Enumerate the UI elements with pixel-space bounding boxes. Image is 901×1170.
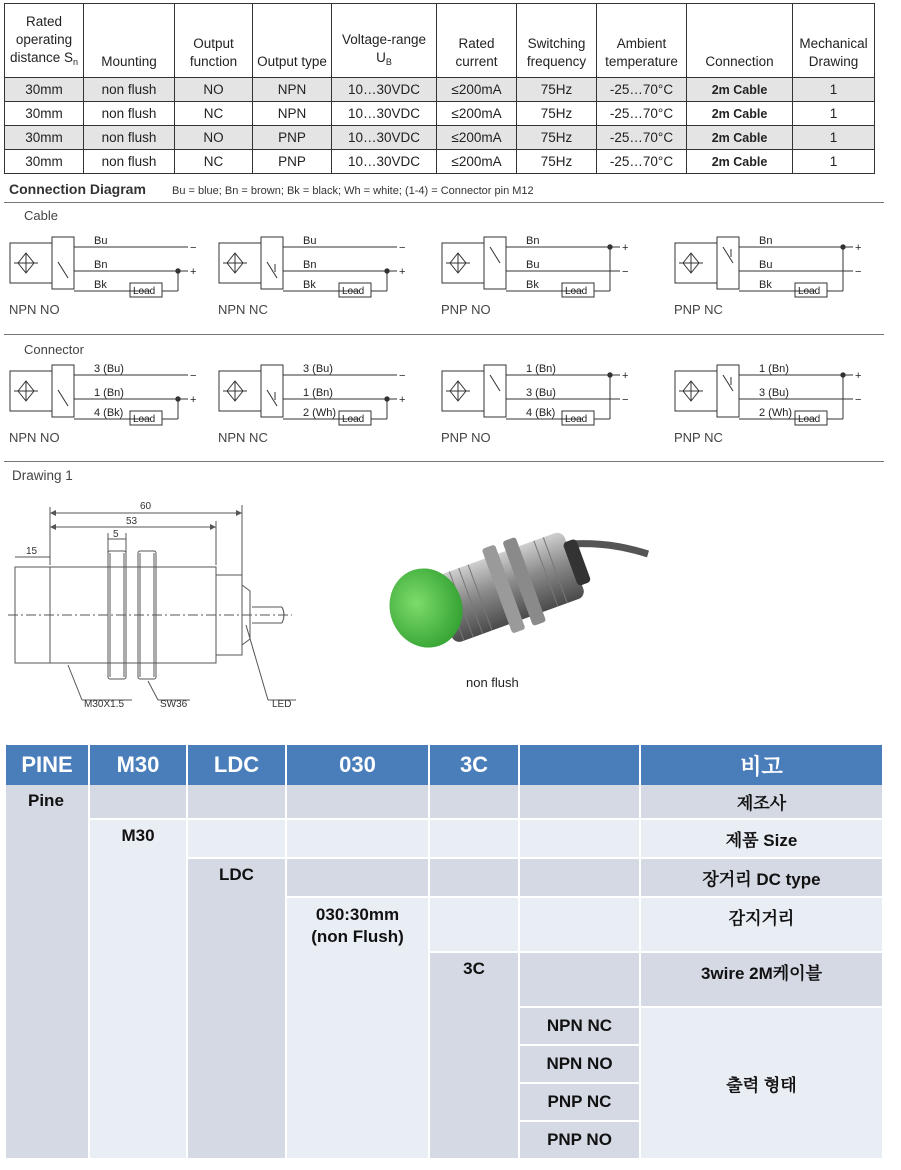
polarity-sign: −: [855, 394, 862, 406]
divider: [4, 202, 884, 203]
thread-callout: M30X1.5: [84, 699, 125, 710]
spec-row: [5, 78, 875, 102]
spec-cell: 2m Cable: [687, 78, 793, 102]
load-label: Load: [342, 414, 365, 425]
wire-label: 4 (Bk): [94, 407, 124, 419]
spec-cell: 75Hz: [517, 78, 597, 102]
spec-cell: ≤200mA: [437, 150, 517, 174]
polarity-sign: −: [855, 266, 862, 278]
polarity-sign: +: [399, 266, 406, 278]
spec-cell: 30mm: [5, 102, 84, 126]
wire-label: Bu: [303, 235, 317, 247]
code-header-size: M30: [90, 745, 188, 785]
load-label: Load: [798, 286, 821, 297]
order-code-table: [6, 745, 884, 1160]
spec-cell: 10…30VDC: [332, 126, 437, 150]
polarity-sign: −: [399, 242, 406, 254]
polarity-sign: +: [855, 242, 862, 254]
diagram-label: PNP NO: [441, 302, 491, 317]
code-header-cable: 3C: [430, 745, 520, 785]
spec-cell: ≤200mA: [437, 78, 517, 102]
diagram-label: PNP NC: [674, 302, 723, 317]
code-header-output: [520, 745, 641, 785]
spec-cell: 10…30VDC: [332, 102, 437, 126]
code-cell-distance: 030:30mm (non Flush): [287, 898, 430, 1160]
wire-label: Bn: [526, 235, 540, 247]
wire-label: Bn: [94, 259, 108, 271]
spec-cell: 10…30VDC: [332, 150, 437, 174]
spec-cell: 30mm: [5, 150, 84, 174]
spec-cell: NPN: [253, 102, 332, 126]
spec-cell: 2m Cable: [687, 150, 793, 174]
wire-label: Bn: [759, 235, 773, 247]
code-header-maker: PINE: [6, 745, 90, 785]
photo-caption: non flush: [466, 675, 519, 690]
diagram-label: NPN NO: [9, 302, 60, 317]
wire-label: 2 (Wh): [303, 407, 336, 419]
wire-label: 3 (Bu): [94, 363, 124, 375]
wire-label: Bn: [303, 259, 317, 271]
wire-label: Bk: [303, 279, 316, 291]
spec-cell: 75Hz: [517, 150, 597, 174]
diagram-label: NPN NC: [218, 430, 268, 445]
spec-cell: NC: [175, 102, 253, 126]
polarity-sign: +: [622, 370, 629, 382]
load-label: Load: [798, 414, 821, 425]
spec-row: [5, 102, 875, 126]
led-callout: LED: [272, 699, 292, 710]
spec-cell: non flush: [84, 126, 175, 150]
polarity-sign: +: [855, 370, 862, 382]
spec-cell: -25…70°C: [597, 78, 687, 102]
connection-legend: Bu = blue; Bn = brown; Bk = black; Wh = white; (1-4) = Connector pin M12: [172, 185, 534, 197]
wire-label: 4 (Bk): [526, 407, 556, 419]
spec-cell: NPN: [253, 78, 332, 102]
wire-label: Bk: [526, 279, 539, 291]
spec-cell: 2m Cable: [687, 126, 793, 150]
load-label: Load: [565, 286, 588, 297]
load-label: Load: [133, 286, 156, 297]
polarity-sign: +: [190, 266, 197, 278]
spec-cell: PNP: [253, 126, 332, 150]
wire-label: 1 (Bn): [303, 387, 333, 399]
spec-cell: non flush: [84, 78, 175, 102]
polarity-sign: +: [190, 394, 197, 406]
polarity-sign: −: [622, 394, 629, 406]
spec-header-connection: Connection: [687, 4, 793, 78]
spec-cell: ≤200mA: [437, 102, 517, 126]
spec-cell: 75Hz: [517, 126, 597, 150]
spec-header-output-function: Output function: [175, 4, 253, 78]
polarity-sign: +: [399, 394, 406, 406]
code-cell-maker: Pine: [6, 785, 90, 1160]
spec-cell: -25…70°C: [597, 102, 687, 126]
code-cell-output: NPN NC: [520, 1008, 641, 1046]
diagram-label: NPN NC: [218, 302, 268, 317]
diagram-label: PNP NO: [441, 430, 491, 445]
spec-cell: non flush: [84, 102, 175, 126]
wire-label: 1 (Bn): [759, 363, 789, 375]
spec-row: [5, 126, 875, 150]
diagram-label: PNP NC: [674, 430, 723, 445]
spec-cell: 1: [793, 150, 875, 174]
spec-cell: 75Hz: [517, 102, 597, 126]
polarity-sign: −: [190, 242, 197, 254]
spec-cell: ≤200mA: [437, 126, 517, 150]
spec-cell: 1: [793, 126, 875, 150]
spec-cell: PNP: [253, 150, 332, 174]
spec-cell: 10…30VDC: [332, 78, 437, 102]
polarity-sign: −: [622, 266, 629, 278]
spec-row: [5, 150, 875, 174]
spec-cell: 2m Cable: [687, 102, 793, 126]
divider: [4, 334, 884, 335]
divider: [4, 461, 884, 462]
polarity-sign: −: [190, 370, 197, 382]
dim-53-label: 53: [126, 516, 138, 527]
code-note-cable: 3wire 2M케이블: [641, 953, 884, 1008]
code-cell-type: LDC: [188, 859, 287, 1160]
spec-header-current: Rated current: [437, 4, 517, 78]
wire-label: Bk: [759, 279, 772, 291]
wire-label: Bk: [94, 279, 107, 291]
wire-label: Bu: [759, 259, 773, 271]
mechanical-drawing: [0, 495, 330, 715]
load-label: Load: [565, 414, 588, 425]
code-cell-output: NPN NO: [520, 1046, 641, 1084]
spec-cell: 30mm: [5, 78, 84, 102]
dim-60-label: 60: [140, 501, 152, 512]
dim-5-label: 5: [113, 529, 119, 540]
wire-label: 3 (Bu): [759, 387, 789, 399]
code-note-size: 제품 Size: [641, 820, 884, 859]
spec-header-drawing: Mechanical Drawing: [793, 4, 875, 78]
connection-diagram-title: Connection Diagram: [9, 181, 146, 197]
code-note-type: 장거리 DC type: [641, 859, 884, 898]
code-note-maker: 제조사: [641, 785, 884, 820]
wire-label: 3 (Bu): [526, 387, 556, 399]
polarity-sign: +: [622, 242, 629, 254]
spec-header-frequency: Switching frequency: [517, 4, 597, 78]
code-header-note: 비고: [641, 745, 884, 785]
load-label: Load: [342, 286, 365, 297]
spec-table: [4, 3, 875, 174]
code-cell-cable: 3C: [430, 953, 520, 1160]
spec-header-voltage: Voltage-range $U_B$: [332, 4, 437, 78]
spec-header-row: [5, 4, 875, 78]
spec-cell: -25…70°C: [597, 150, 687, 174]
code-note-distance: 감지거리: [641, 898, 884, 953]
sensor-photo: [380, 512, 650, 672]
polarity-sign: −: [399, 370, 406, 382]
code-header-type: LDC: [188, 745, 287, 785]
wire-label: 1 (Bn): [526, 363, 556, 375]
code-header-distance: 030: [287, 745, 430, 785]
spec-cell: 1: [793, 102, 875, 126]
code-cell-size: M30: [90, 820, 188, 1160]
spec-cell: 30mm: [5, 126, 84, 150]
cable: [570, 544, 648, 554]
diagram-label: NPN NO: [9, 430, 60, 445]
drawing-title: Drawing 1: [12, 468, 73, 483]
connector-section-label: Connector: [24, 342, 84, 357]
wrench-callout: SW36: [160, 699, 188, 710]
cable-section-label: Cable: [24, 208, 58, 223]
wire-label: 1 (Bn): [94, 387, 124, 399]
spec-header-output-type: Output type: [253, 4, 332, 78]
code-note-output: 출력 형태: [641, 1008, 884, 1160]
spec-header-distance: Rated operating distance $S_n$: [5, 4, 84, 78]
code-cell-output: PNP NO: [520, 1122, 641, 1160]
spec-cell: NO: [175, 126, 253, 150]
wire-label: 2 (Wh): [759, 407, 792, 419]
wire-label: 3 (Bu): [303, 363, 333, 375]
load-label: Load: [133, 414, 156, 425]
wire-label: Bu: [94, 235, 108, 247]
spec-cell: non flush: [84, 150, 175, 174]
spec-header-temperature: Ambient temperature: [597, 4, 687, 78]
spec-cell: NC: [175, 150, 253, 174]
code-cell-output: PNP NC: [520, 1084, 641, 1122]
spec-header-mounting: Mounting: [84, 4, 175, 78]
spec-cell: -25…70°C: [597, 126, 687, 150]
spec-cell: NO: [175, 78, 253, 102]
dim-15-label: 15: [26, 546, 38, 557]
spec-cell: 1: [793, 78, 875, 102]
wire-label: Bu: [526, 259, 540, 271]
